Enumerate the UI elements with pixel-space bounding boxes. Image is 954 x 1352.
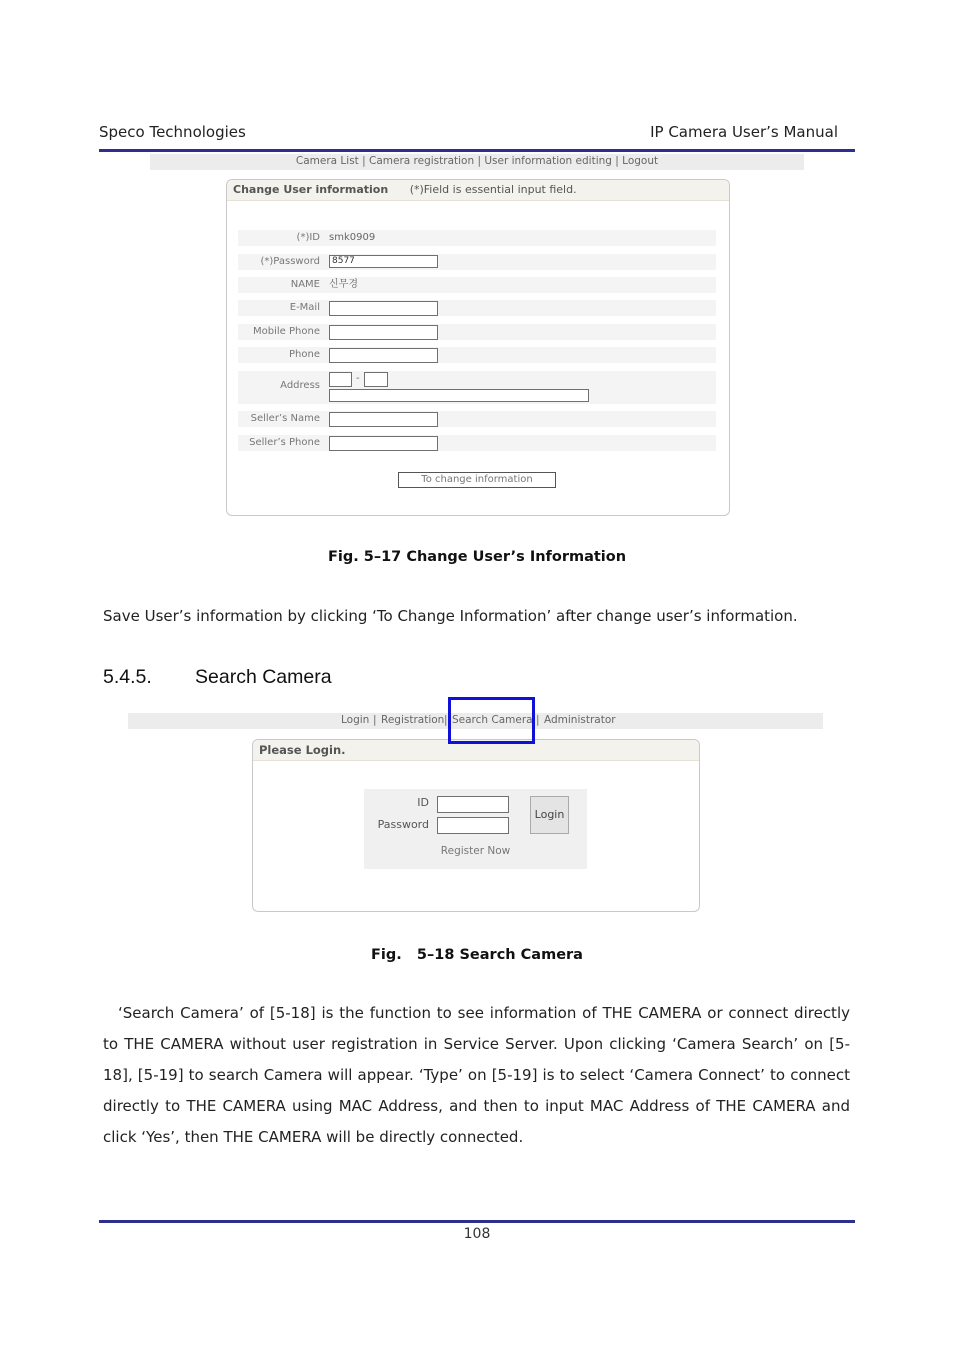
row-seller-name [238, 411, 716, 427]
change-user-title: Change User information [233, 183, 389, 196]
id-value: smk0909 [329, 232, 376, 243]
section-number: 5.4.5. [103, 666, 152, 688]
fig1-nav-bar: Camera List | Camera registration | User information editing | Logout [150, 154, 804, 170]
seller-name-label: Seller’s Name [250, 413, 320, 424]
fig2-caption: Fig. 5–18 Search Camera [371, 947, 583, 963]
paragraph-save-info: Save User’s information by clicking ‘To Change Information’ after change user’s information. [103, 607, 798, 625]
id-label: (*)ID [296, 232, 320, 243]
header-company: Speco Technologies [99, 123, 246, 141]
nav-administrator[interactable]: Administrator [544, 714, 616, 726]
password-label: (*)Password [260, 256, 320, 267]
seller-phone-input[interactable] [329, 436, 438, 451]
email-label: E-Mail [289, 302, 320, 313]
seller-name-input[interactable] [329, 412, 438, 427]
section-title: Search Camera [195, 666, 332, 688]
row-id [238, 230, 716, 246]
mobile-label: Mobile Phone [253, 326, 320, 337]
row-address [238, 371, 716, 404]
name-value: 신무경 [329, 279, 358, 290]
login-id-input[interactable] [437, 796, 509, 813]
nav-sep-2: | [444, 714, 448, 726]
login-password-label: Password [377, 818, 429, 831]
header-rule [99, 149, 855, 152]
register-now-link[interactable]: Register Now [440, 845, 511, 857]
search-camera-highlight [448, 697, 535, 744]
zip-input-2[interactable] [364, 372, 388, 387]
change-information-button[interactable]: To change information [398, 472, 556, 488]
phone-input[interactable] [329, 348, 438, 363]
phone-label: Phone [289, 349, 320, 360]
nav-search-camera[interactable]: Search Camera [452, 714, 533, 726]
zip-input-1[interactable] [329, 372, 352, 387]
row-mobile [238, 324, 716, 340]
address-label: Address [280, 380, 320, 391]
fig1-caption: Fig. 5–17 Change User’s Information [327, 549, 627, 565]
change-user-panel [226, 179, 730, 516]
page-number: 108 [463, 1226, 491, 1242]
section-heading [103, 666, 332, 689]
login-panel-title: Please Login. [253, 740, 699, 761]
row-phone [238, 347, 716, 363]
address-input[interactable] [329, 389, 589, 402]
password-input[interactable]: 8577 [329, 255, 438, 268]
zip-separator: - [356, 373, 360, 384]
essential-note: (*)Field is essential input field. [409, 183, 577, 196]
mobile-input[interactable] [329, 325, 438, 340]
nav-login[interactable]: Login [341, 714, 370, 726]
email-input[interactable] [329, 301, 438, 316]
login-panel [252, 739, 700, 912]
nav-sep-1: | [373, 714, 377, 726]
row-email [238, 300, 716, 316]
row-seller-phone [238, 435, 716, 451]
seller-phone-label: Seller’s Phone [249, 437, 320, 448]
paragraph-search-camera: ‘Search Camera’ of [5-18] is the function to see information of THE CAMERA or connect directly to THE CAMERA without user registration in Service Server. Upon clicking ‘Camera Search’ on [5-18], [5-19] to search Camera will appear. ‘Type’ on [5-19] is to select ‘Camera Connect’ to connect directly to THE CAMERA using MAC Address, and then to input MAC Address of THE CAMERA and click ‘Yes’, then THE CAMERA will be directly connected. [103, 1004, 850, 1146]
name-label: NAME [290, 279, 320, 290]
login-form [364, 789, 587, 869]
login-button[interactable]: Login [530, 796, 569, 834]
row-password [238, 254, 716, 270]
header-manual-title: IP Camera User’s Manual [650, 123, 838, 141]
footer-rule [99, 1220, 855, 1223]
nav-sep-3: | [536, 714, 540, 726]
nav-registration[interactable]: Registration [381, 714, 445, 726]
login-password-input[interactable] [437, 817, 509, 834]
row-name [238, 277, 716, 293]
change-user-panel-header [227, 180, 729, 201]
login-id-label: ID [417, 796, 429, 809]
